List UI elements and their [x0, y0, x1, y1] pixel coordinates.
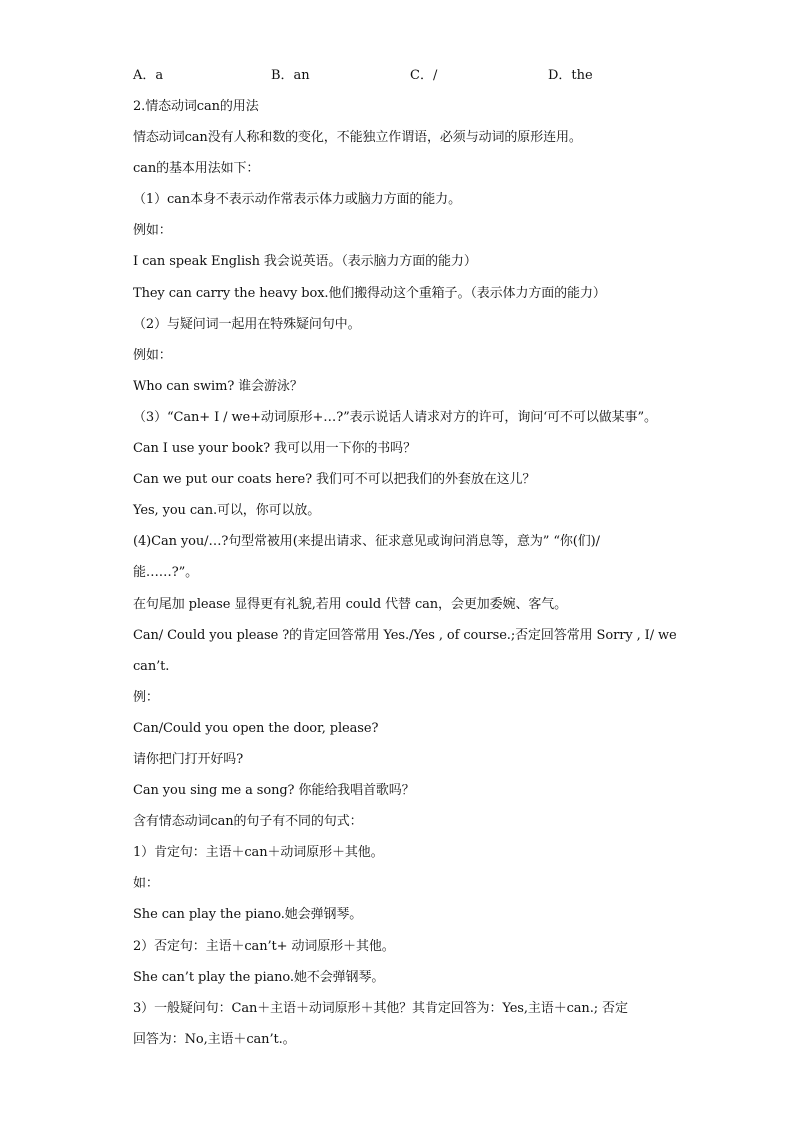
example-line: She can’t play the piano.她不会弹钢琴。 — [133, 969, 385, 985]
example-line: I can speak English 我会说英语。（表示脑力方面的能力） — [133, 254, 477, 270]
text-line: 情态动词can没有人称和数的变化，不能独立作谓语，必须与动词的原形连用。 — [133, 130, 582, 146]
option-b: B．an — [271, 68, 310, 83]
text-line: 3）一般疑问句：Can＋主语＋动词原形＋其他？其肯定回答为：Yes,主语＋can.; 否定 — [133, 1000, 628, 1016]
example-line: Can/Could you open the door, please? — [133, 720, 379, 736]
option-d: D．the — [548, 68, 593, 83]
text-line: 例如： — [133, 347, 172, 363]
example-line: She can play the piano.她会弹钢琴。 — [133, 907, 363, 923]
text-line: (4)Can you/…?句型常被用(来提出请求、征求意见或询问消息等，意为” “你(们)/ — [133, 534, 600, 550]
option-c: C．/ — [410, 68, 438, 83]
section-heading: 2.情态动词can的用法 — [133, 99, 259, 114]
text-line: can’t. — [133, 658, 170, 674]
text-line: 1）肯定句：主语＋can＋动词原形＋其他。 — [133, 845, 384, 861]
text-line: 在句尾加 please 显得更有礼貌,若用 could 代替 can，会更加委婉、客气。 — [133, 596, 568, 612]
text-line: 能……?”。 — [133, 565, 199, 581]
text-line: （2）与疑问词一起用在特殊疑问句中。 — [133, 316, 361, 332]
example-line: They can carry the heavy box.他们搬得动这个重箱子。（表示体力方面的能力） — [133, 285, 606, 301]
text-line: 例： — [133, 689, 159, 705]
option-a: A．a — [133, 68, 164, 83]
example-line: Who can swim? 谁会游泳？ — [133, 378, 303, 394]
document-body — [133, 97, 677, 1061]
answer-options — [133, 66, 653, 86]
example-line: Yes, you can.可以，你可以放。 — [133, 503, 321, 519]
text-line: Can/ Could you please ?的肯定回答常用 Yes./Yes , of course.;否定回答常用 Sorry , I/ we — [133, 627, 677, 643]
example-line: Can you sing me a song? 你能给我唱首歌吗？ — [133, 783, 415, 799]
example-line: Can I use your book? 我可以用一下你的书吗？ — [133, 441, 416, 457]
text-line: 如： — [133, 876, 159, 892]
text-line: 回答为：No,主语＋can’t.。 — [133, 1031, 296, 1047]
text-line: can的基本用法如下： — [133, 161, 260, 177]
text-line: 2）否定句：主语＋can’t+ 动词原形＋其他。 — [133, 938, 395, 954]
text-line: 例如： — [133, 223, 172, 239]
text-line: 含有情态动词can的句子有不同的句式： — [133, 814, 363, 830]
example-line: 请你把门打开好吗? — [133, 751, 244, 767]
text-line: （3）“Can+ I / we+动词原形+…?”表示说话人请求对方的许可，询问‘可不可以做某事”。 — [133, 409, 657, 425]
example-line: Can we put our coats here? 我们可不可以把我们的外套放在这儿？ — [133, 472, 536, 488]
text-line: （1）can本身不表示动作常表示体力或脑力方面的能力。 — [133, 192, 461, 208]
